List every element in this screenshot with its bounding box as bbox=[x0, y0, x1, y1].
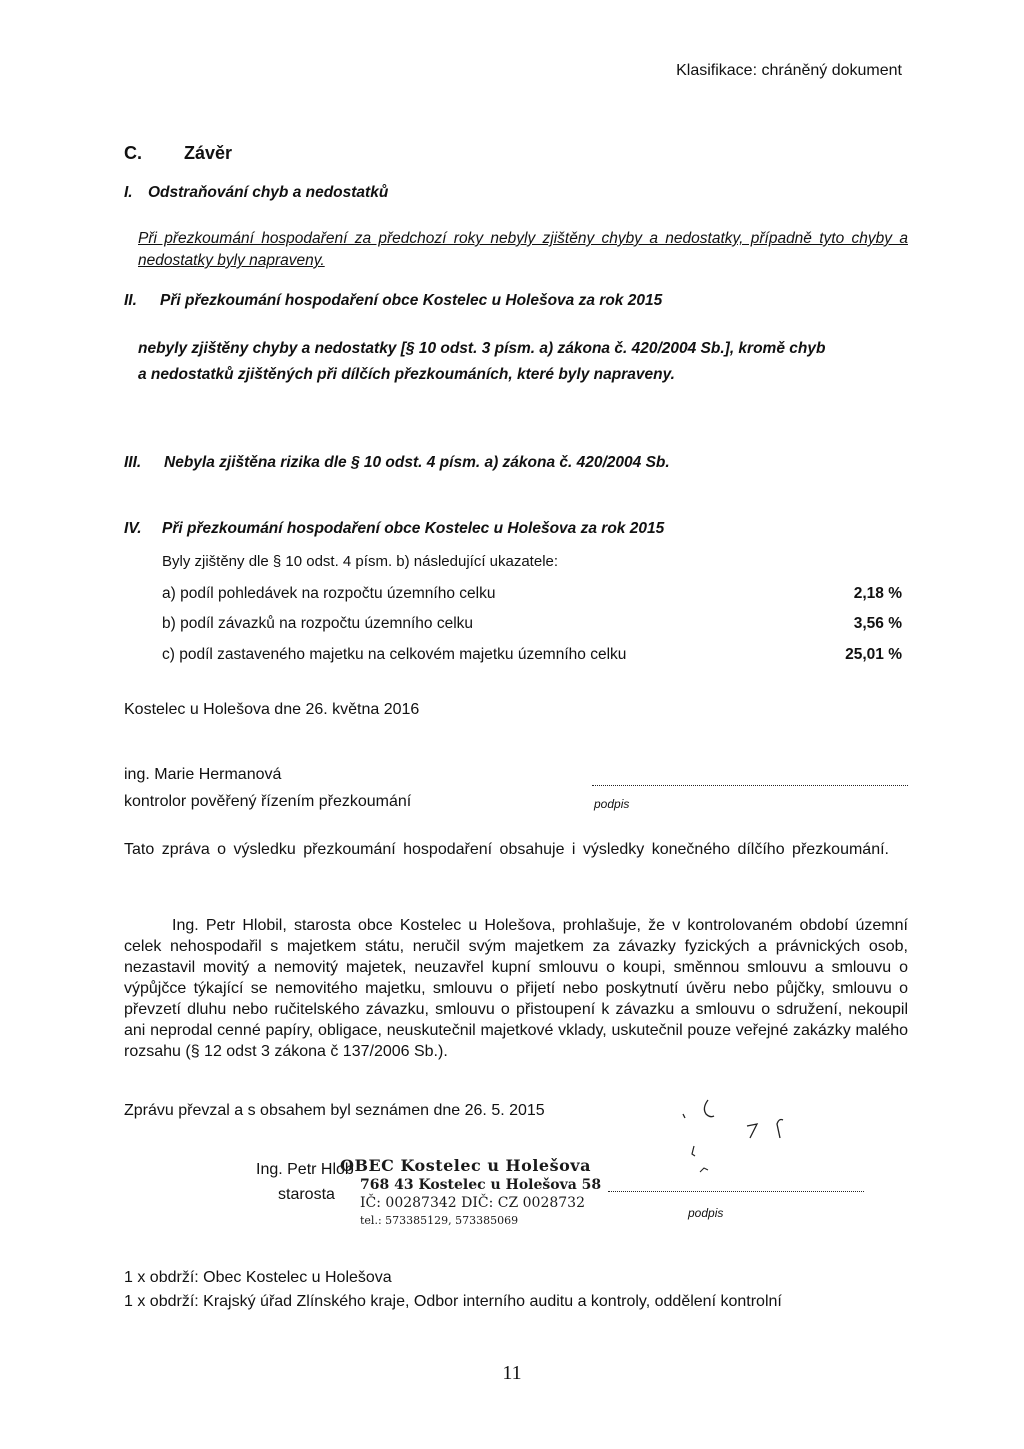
section-2-line-2: a nedostatků zjištěných při dílčích přezkoumáních, které byly napraveny. bbox=[138, 366, 675, 383]
section-1-title: Odstraňování chyb a nedostatků bbox=[148, 184, 389, 201]
section-3-title: Nebyla zjištěna rizika dle § 10 odst. 4 písm. a) zákona č. 420/2004 Sb. bbox=[164, 454, 670, 471]
mayor-declaration: Ing. Petr Hlobil, starosta obce Kostelec u Holešova, prohlašuje, že v kontrolovaném období územní celek nehospodařil s majetkem státu, neručil svým majetkem za závazky fyzických a právnických osob, nezastavil movitý a nemovitý majetek, neuzavřel kupní smlouvu o koupi, směnnou smlouvu a smlouvu o výpůjčce týkající se nemovitého majetku, smlouvu o přijetí nebo poskytnutí úvěru nebo půjčky, smlouvu o převzetí dluhu nebo ručitelského závazku, smlouvu o přistoupení k závazku a smlouvu o sdružení, nekoupil ani neprodal cenné papíry, obligace, neuskutečnil majetkové vklady, uskutečnil pouze veřejné zakázky malého rozsahu (§ 12 odst 3 zákona č 137/2006 Sb.). bbox=[124, 917, 908, 1060]
section-4-subtitle: Byly zjištěny dle § 10 odst. 4 písm. b) následující ukazatele: bbox=[162, 553, 559, 570]
controller-name: ing. Marie Hermanová bbox=[124, 766, 282, 783]
section-4-heading bbox=[124, 520, 664, 538]
section-2-number: II. bbox=[124, 292, 137, 309]
controller-role: kontrolor pověřený řízením přezkoumání bbox=[124, 793, 412, 810]
section-4-number: IV. bbox=[124, 520, 142, 537]
stamp-line-4: tel.: 573385129, 573385069 bbox=[360, 1214, 519, 1227]
stamp-line-1: OBEC Kostelec u Holešova bbox=[340, 1156, 591, 1175]
stamp-line-2: 768 43 Kostelec u Holešova 58 bbox=[360, 1177, 602, 1193]
section-1-heading bbox=[124, 184, 388, 202]
section-c-heading bbox=[124, 143, 232, 164]
section-2-text bbox=[138, 336, 908, 388]
page-number: 11 bbox=[502, 1362, 522, 1384]
place-date: Kostelec u Holešova dne 26. května 2016 bbox=[124, 701, 420, 718]
mayor-role: starosta bbox=[278, 1186, 335, 1203]
recipient-2: 1 x obdrží: Krajský úřad Zlínského kraje, Odbor interního auditu a kontroly, oddělení kontrolní bbox=[124, 1293, 782, 1310]
mayor-name: Ing. Petr Hlob bbox=[256, 1161, 354, 1178]
signature-line bbox=[608, 1190, 864, 1192]
stamp-line-3: IČ: 00287342 DIČ: CZ 0028732 bbox=[360, 1195, 585, 1211]
section-1-text: Při přezkoumání hospodaření za předchozí roky nebyly zjištěny chyby a nedostatky, případně tyto chyby a nedostatky byly napraveny. bbox=[138, 230, 908, 269]
section-2-heading bbox=[124, 292, 662, 310]
indicator-value: 3,56 % bbox=[853, 615, 902, 632]
report-statement: Tato zpráva o výsledku přezkoumání hospodaření obsahuje i výsledky konečného dílčího přezkoumání. bbox=[124, 841, 889, 858]
indicator-label: a) podíl pohledávek na rozpočtu územního celku bbox=[162, 585, 496, 602]
official-stamp bbox=[340, 1156, 601, 1227]
recipient-1: 1 x obdrží: Obec Kostelec u Holešova bbox=[124, 1269, 392, 1286]
indicator-label: c) podíl zastaveného majetku na celkovém majetku územního celku bbox=[162, 646, 627, 663]
signature-label: podpis bbox=[594, 797, 630, 811]
classification-label: Klasifikace: chráněný dokument bbox=[676, 62, 902, 79]
indicator-label: b) podíl závazků na rozpočtu územního celku bbox=[162, 615, 474, 632]
section-2-title: Při přezkoumání hospodaření obce Kostelec u Holešova za rok 2015 bbox=[160, 292, 663, 309]
section-4-title: Při přezkoumání hospodaření obce Kostelec u Holešova za rok 2015 bbox=[162, 520, 665, 537]
section-3-heading bbox=[124, 454, 670, 472]
section-3-number: III. bbox=[124, 454, 142, 471]
section-1-number: I. bbox=[124, 184, 133, 201]
section-letter: C. bbox=[124, 143, 142, 163]
indicator-value: 2,18 % bbox=[853, 585, 902, 602]
section-2-line-1: nebyly zjištěny chyby a nedostatky [§ 10 odst. 3 písm. a) zákona č. 420/2004 Sb.], kromě chyb bbox=[138, 340, 826, 357]
signature-label: podpis bbox=[688, 1206, 724, 1220]
received-statement: Zprávu převzal a s obsahem byl seznámen dne 26. 5. 2015 bbox=[124, 1102, 545, 1119]
section-title: Závěr bbox=[184, 143, 233, 163]
signature-line bbox=[592, 784, 908, 786]
indicator-value: 25,01 % bbox=[845, 646, 902, 663]
